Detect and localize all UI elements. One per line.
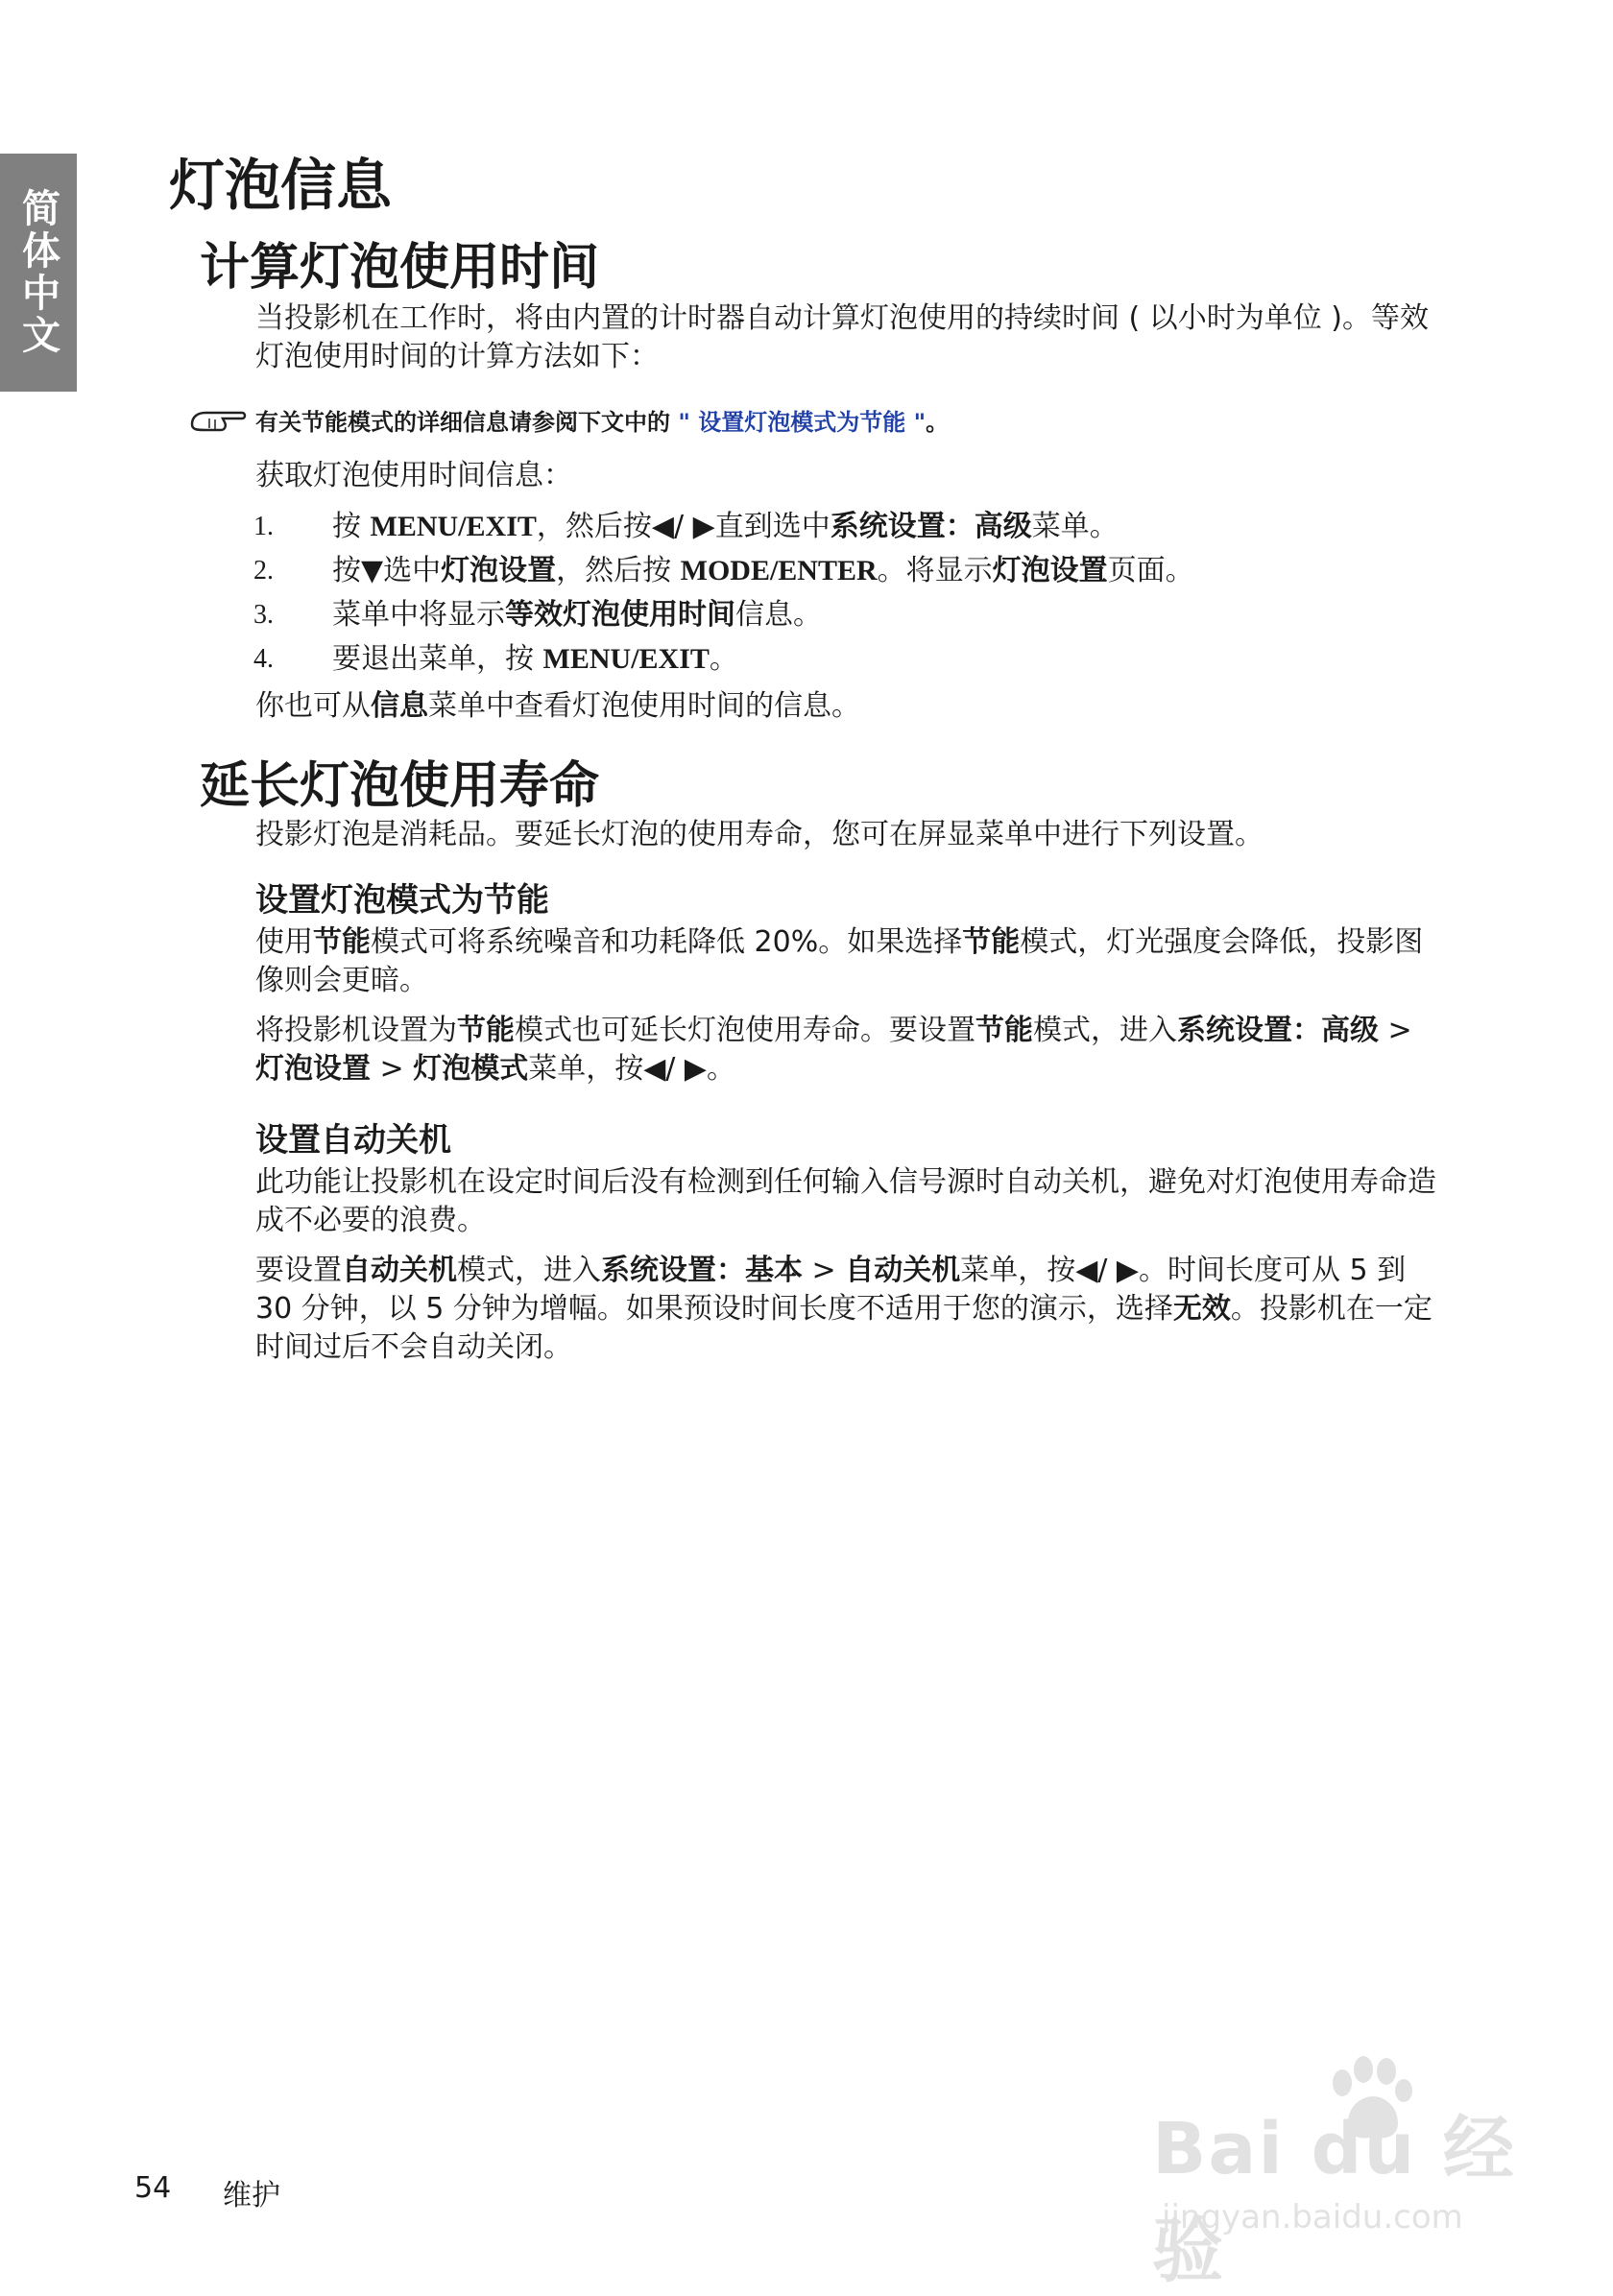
section-heading-extend-lamp-life: 延长灯泡使用寿命 [200,757,600,815]
menu-term: 节能 [457,1014,515,1047]
menu-term: 节能 [962,925,1021,959]
text: 菜单，按◀/ ▶。时间长度可从 5 到 30 分钟，以 5 分钟为增幅。如果预设时间长度不适用于您的演示，选择 [255,1254,1407,1326]
step-menu: 灯泡设置 [441,554,557,587]
step-number: 1. [253,512,274,541]
step-key: MENU/EXIT [542,643,710,675]
step-number: 3. [253,600,274,630]
step-text: 按▼选中 [332,554,442,587]
menu-term: 系统设置：基本 [601,1254,803,1287]
language-tab-label: 简体中文 [15,188,60,357]
menu-term: 灯泡模式 [413,1052,529,1086]
section-heading-lamp-hours: 计算灯泡使用时间 [200,239,600,297]
text: 模式，灯光强度会降低，投影图像则会更暗。 [255,925,1424,997]
step-text: 要退出菜单，按 [332,642,543,676]
step-text: ，然后按 [556,554,681,587]
watermark-url: jingyan.baidu.com [1162,2198,1463,2236]
note-suffix: 。 [926,408,950,436]
extend-life-intro: 投影灯泡是消耗品。要延长灯泡的使用寿命，您可在屏显菜单中进行下列设置。 [255,818,1264,851]
baidu-watermark [1152,2054,1536,2292]
watermark-brand: Bai du 经验 [1152,2108,1516,2292]
menu-term: 无效 [1172,1292,1231,1326]
closing-text: 菜单中查看灯泡使用时间的信息。 [428,689,860,723]
steps-intro: 获取灯泡使用时间信息： [255,459,572,492]
list-item [253,593,1484,637]
auto-off-paragraph-1: 此功能让投影机在设定时间后没有检测到任何输入信号源时自动关机，避免对灯泡使用寿命造成不必要的浪费。 [255,1165,1436,1237]
text: 模式也可延长灯泡使用寿命。要设置 [515,1014,975,1047]
text: 。投影机在一定时间过后不会自动关闭。 [255,1292,1432,1364]
lamp-hours-intro: 当投影机在工作时，将由内置的计时器自动计算灯泡使用的持续时间 ( 以小时为单位 )。等效灯泡使用时间的计算方法如下： [255,301,1430,373]
subheading-auto-power-off: 设置自动关机 [255,1121,451,1160]
page-title: 灯泡信息 [169,153,393,218]
step-key: MODE/ENTER [680,555,878,586]
text: 模式可将系统噪音和功耗降低 20%。如果选择 [371,925,963,959]
menu-term: 系统设置：高级 [1177,1014,1379,1047]
pointing-hand-icon [186,401,252,438]
menu-term: 自动关机 [342,1254,457,1287]
auto-off-paragraph-2 [255,1252,1446,1367]
eco-mode-paragraph-2 [255,1012,1427,1088]
step-key: MENU/EXIT [370,511,537,542]
step-text: 。 [709,642,738,676]
text: 使用 [255,925,313,959]
list-item [253,505,1484,549]
text: 模式，进入 [1033,1014,1177,1047]
text: > [1379,1014,1412,1047]
note-box [186,401,949,438]
eco-mode-paragraph-1 [255,923,1427,1000]
text: 将投影机设置为 [255,1014,457,1047]
list-item [253,637,1484,682]
step-menu: 系统设置：高级 [830,510,1032,543]
step-text: 页面。 [1107,554,1194,587]
footer-section-label: 维护 [223,2179,280,2212]
text: 模式，进入 [457,1254,601,1287]
closing-menu: 信息 [371,689,428,723]
text: 菜单，按◀/ ▶。 [528,1052,736,1086]
note-prefix: 有关节能模式的详细信息请参阅下文中的 [255,408,670,436]
subheading-eco-mode: 设置灯泡模式为节能 [255,881,549,920]
menu-term: 灯泡设置 [255,1052,371,1086]
step-menu: 灯泡设置 [992,554,1108,587]
text: > [371,1052,414,1086]
step-number: 4. [253,644,274,674]
menu-term: 节能 [313,925,371,959]
step-text: 信息。 [735,598,822,632]
lamp-hours-closing [255,687,1446,726]
step-number: 2. [253,556,274,586]
steps-list [253,505,1484,682]
step-text: 菜单。 [1031,510,1119,543]
step-text: 按 [332,510,371,543]
note-text [255,403,949,437]
page-number: 54 [134,2171,172,2205]
note-link[interactable]: " 设置灯泡模式为节能 " [678,408,927,436]
closing-text: 你也可从 [255,689,371,723]
menu-term: 节能 [975,1014,1033,1047]
step-text: 。将显示 [877,554,993,587]
language-side-tab [0,154,77,392]
step-text: ，然后按◀/ ▶直到选中 [536,510,831,543]
step-text: 菜单中将显示 [332,598,505,632]
text: 要设置 [255,1254,342,1287]
step-menu: 等效灯泡使用时间 [505,598,735,632]
list-item [253,549,1484,593]
menu-term: 自动关机 [845,1254,961,1287]
text: > [803,1254,846,1287]
